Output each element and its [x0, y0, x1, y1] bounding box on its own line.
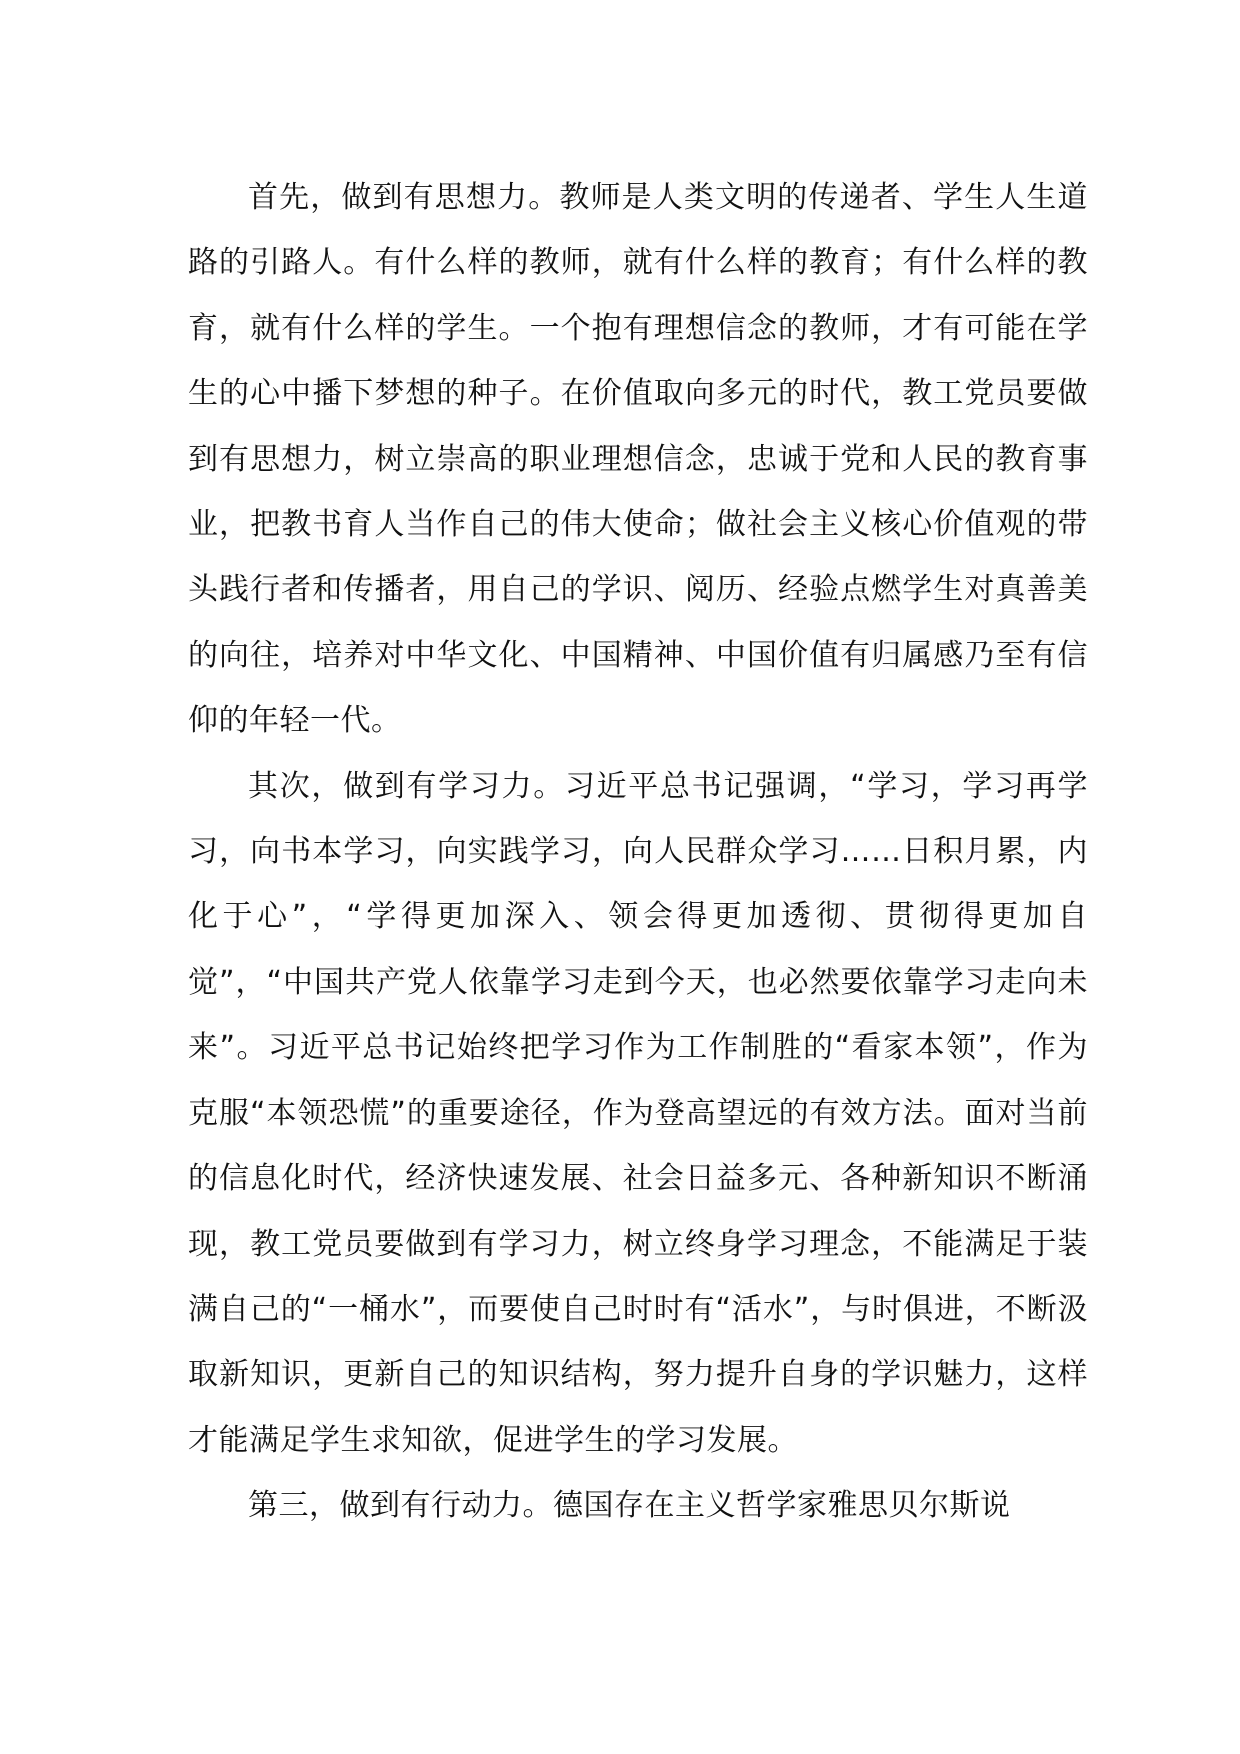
paragraph-action-power: 第三，做到有行动力。德国存在主义哲学家雅思贝尔斯说: [248, 1488, 1011, 1524]
paragraph-learning-power: 其次，做到有学习力。习近平总书记强调，“学习，学习再学习，向书本学习，向实践学习，向人民群众学习……日积月累，内化于心”，“学得更加深入、领会得更加透彻、贯彻得更加自觉”，“中国共产党人依靠学习走到今天，也必然要依靠学习走向未来”。习近平总书记始终把学习作为工作制胜的“看家本领”，作为克服“本领恐慌”的重要途径，作为登高望远的有效方法。面对当前的信息化时代，经济快速发展、社会日益多元、各种新知识不断涌现，教工党员要做到有学习力，树立终身学习理念，不能满足于装满自己的“一桶水”，而要使自己时时有“活水”，与时俱进，不断汲取新知识，更新自己的知识结构，努力提升自身的学识魅力，这样才能满足学生求知欲，促进学生的学习发展。: [188, 768, 1088, 1458]
paragraph-thinking-power: 首先，做到有思想力。教师是人类文明的传递者、学生人生道路的引路人。有什么样的教师，就有什么样的教育；有什么样的教育，就有什么样的学生。一个抱有理想信念的教师，才有可能在学生的心中播下梦想的种子。在价值取向多元的时代，教工党员要做到有思想力，树立崇高的职业理想信念，忠诚于党和人民的教育事业，把教书育人当作自己的伟大使命；做社会主义核心价值观的带头践行者和传播者，用自己的学识、阅历、经验点燃学生对真善美的向往，培养对中华文化、中国精神、中国价值有归属感乃至有信仰的年轻一代。: [188, 180, 1088, 739]
document-body: [188, 165, 1088, 1539]
